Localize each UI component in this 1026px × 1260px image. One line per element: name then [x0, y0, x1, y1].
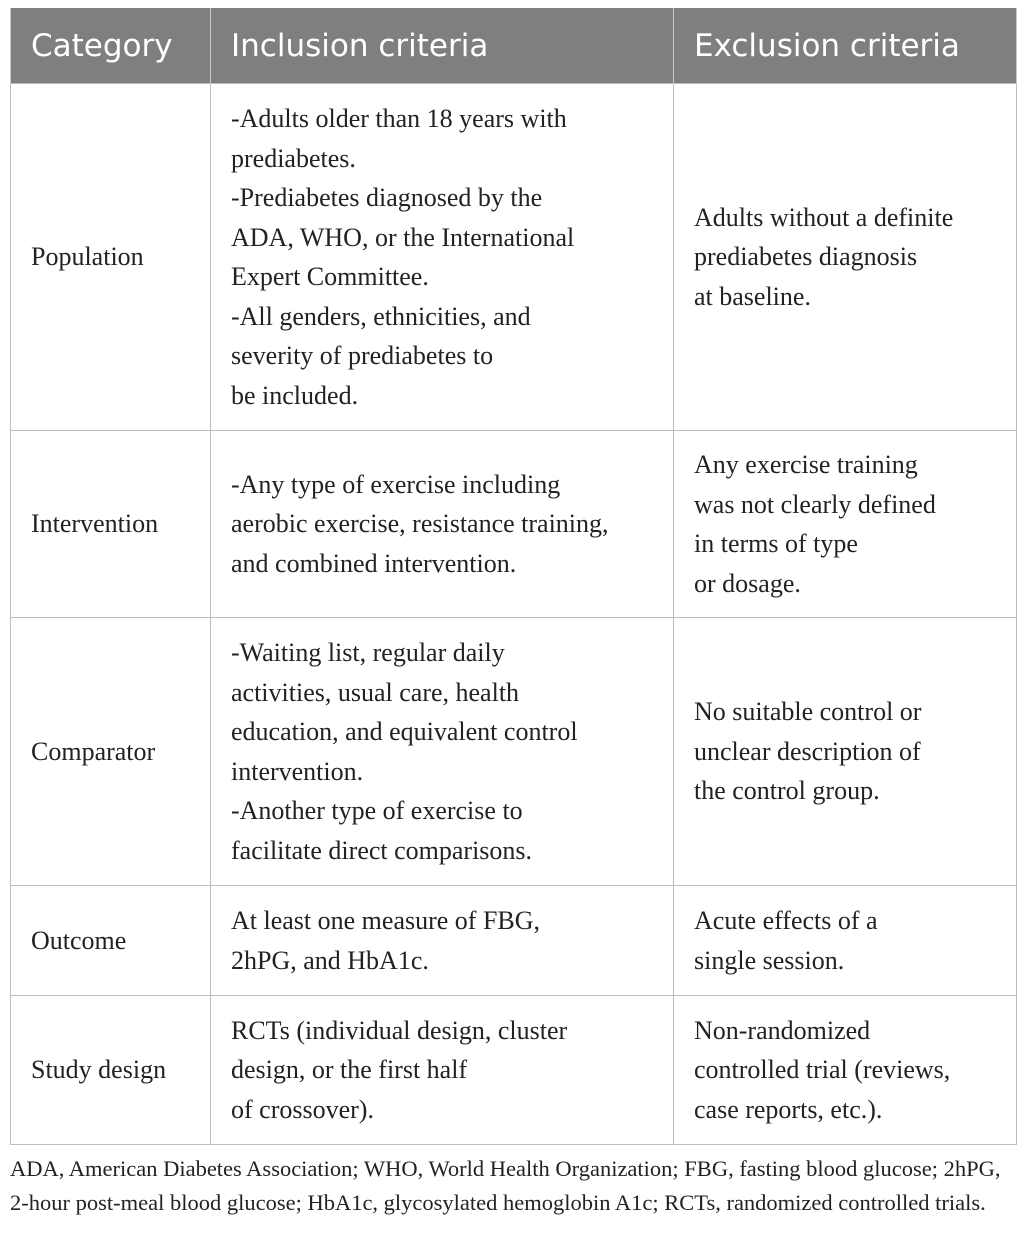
inclusion-line: intervention.	[231, 756, 364, 786]
inclusion-cell	[211, 431, 674, 618]
inclusion-line: -Adults older than 18 years with	[231, 104, 567, 133]
exclusion-line: single session.	[694, 945, 845, 975]
exclusion-cell	[674, 618, 1017, 886]
inclusion-cell	[211, 84, 674, 431]
table-row	[11, 84, 1017, 431]
exclusion-cell	[674, 431, 1017, 618]
exclusion-cell	[674, 996, 1017, 1145]
exclusion-line: unclear description of	[694, 736, 921, 766]
inclusion-line: 2hPG, and HbA1c.	[231, 945, 429, 975]
inclusion-cell	[211, 618, 674, 886]
exclusion-line: or dosage.	[694, 568, 801, 598]
inclusion-line: -All genders, ethnicities, and	[231, 301, 531, 331]
exclusion-line: Acute effects of a	[694, 906, 878, 935]
category-cell: Outcome	[11, 886, 211, 996]
table-row	[11, 996, 1017, 1145]
inclusion-line: RCTs (individual design, cluster	[231, 1015, 568, 1045]
inclusion-line: education, and equivalent control	[231, 717, 578, 746]
exclusion-line: No suitable control or	[694, 697, 922, 727]
exclusion-line: Adults without a definite	[694, 202, 954, 232]
exclusion-line: at baseline.	[694, 281, 811, 311]
inclusion-line: severity of prediabetes to	[231, 341, 494, 370]
category-cell: Study design	[11, 996, 211, 1145]
inclusion-line: activities, usual care, health	[231, 677, 520, 707]
criteria-table-container	[10, 8, 1016, 1145]
inclusion-line: At least one measure of FBG,	[231, 906, 541, 935]
exclusion-line: case reports, etc.).	[694, 1094, 883, 1124]
exclusion-line: Non-randomized	[694, 1015, 871, 1045]
inclusion-line: and combined intervention.	[231, 548, 517, 578]
exclusion-line: the control group.	[694, 776, 880, 806]
exclusion-line: was not clearly defined	[694, 489, 936, 519]
criteria-table	[10, 8, 1017, 1145]
inclusion-line: Expert Committee.	[231, 262, 429, 291]
inclusion-line: aerobic exercise, resistance training,	[231, 509, 609, 539]
header-exclusion: Exclusion criteria	[674, 8, 1017, 84]
exclusion-cell	[674, 84, 1017, 431]
inclusion-line: prediabetes.	[231, 143, 356, 173]
header-category: Category	[11, 8, 211, 84]
table-footnote: ADA, American Diabetes Association; WHO, World Health Organization; FBG, fasting blood glucose; 2hPG, 2-hour post-meal blood glucose; HbA1c, glycosylated hemoglobin A1c; RCTs, randomized controlled trials.	[10, 1156, 1001, 1215]
category-cell: Population	[11, 84, 211, 431]
inclusion-line: design, or the first half	[231, 1055, 468, 1085]
exclusion-line: controlled trial (reviews,	[694, 1055, 951, 1085]
category-cell: Intervention	[11, 431, 211, 618]
inclusion-line: -Another type of exercise to	[231, 796, 523, 825]
inclusion-line: -Prediabetes diagnosed by the	[231, 183, 543, 212]
inclusion-cell	[211, 996, 674, 1145]
inclusion-line: be included.	[231, 380, 359, 410]
inclusion-line: ADA, WHO, or the International	[231, 222, 575, 252]
table-header-row	[11, 8, 1017, 84]
table-row	[11, 431, 1017, 618]
exclusion-line: Any exercise training	[694, 450, 918, 479]
exclusion-line: in terms of type	[694, 529, 858, 558]
table-row	[11, 618, 1017, 886]
inclusion-line: facilitate direct comparisons.	[231, 835, 533, 865]
header-inclusion: Inclusion criteria	[211, 8, 674, 84]
inclusion-line: of crossover).	[231, 1094, 374, 1124]
table-row	[11, 886, 1017, 996]
exclusion-cell	[674, 886, 1017, 996]
exclusion-line: prediabetes diagnosis	[694, 242, 918, 272]
inclusion-cell	[211, 886, 674, 996]
category-cell: Comparator	[11, 618, 211, 886]
inclusion-line: -Any type of exercise including	[231, 469, 561, 499]
inclusion-line: -Waiting list, regular daily	[231, 638, 505, 667]
